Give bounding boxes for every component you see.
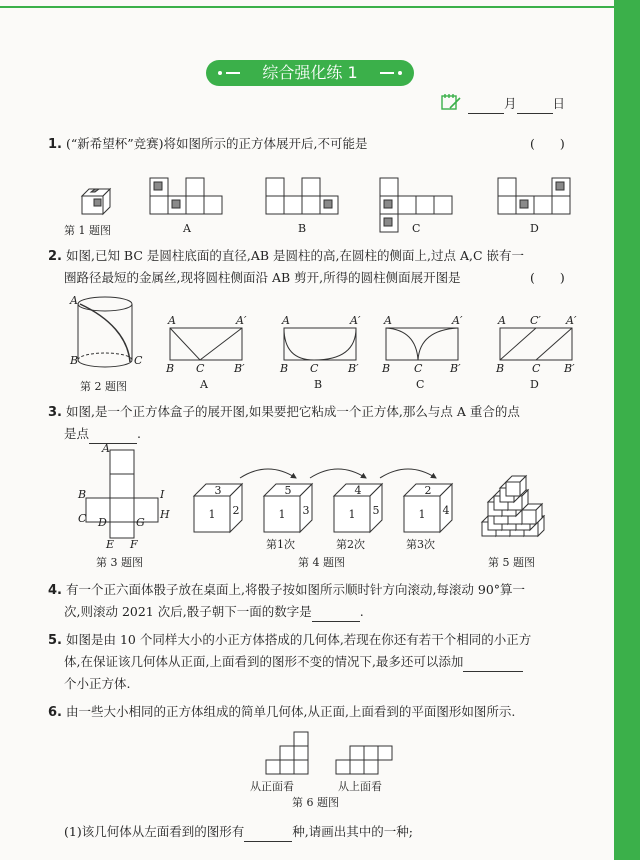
die-front-number: 1 xyxy=(208,508,216,521)
question-2-bracket: ( ) xyxy=(530,270,565,285)
die-side-number: 3 xyxy=(302,504,310,517)
q2-option-C: C xyxy=(416,378,425,391)
q2a-label-Ap: A′ xyxy=(236,314,247,327)
q1-option-A: A xyxy=(183,222,191,235)
die-side-number: 4 xyxy=(442,504,450,517)
q2-option-D: D xyxy=(530,378,539,391)
question-5-line1: 如图是由 10 个同样大小的小正方体搭成的几何体,若现在你还有若干个相同的小正方 xyxy=(65,632,532,647)
q2-label-B-cyl: B xyxy=(70,354,79,367)
die-side-number: 5 xyxy=(372,504,380,517)
q2b-label-Ap: A′ xyxy=(350,314,361,327)
q2-caption: 第 2 题图 xyxy=(80,380,127,393)
q2d-label-B: B xyxy=(496,362,505,375)
q2-option-A: A xyxy=(200,378,208,391)
q3-label-C: C xyxy=(78,512,87,525)
question-1: 1. (“新希望杯”竞赛)将如图所示的正方体展开后,不可能是 xyxy=(48,136,368,152)
q3-label-E: E xyxy=(106,538,115,551)
q1-option-D: D xyxy=(530,222,539,235)
question-2-line2: 圈路径最短的金属丝,现将圆柱侧面沿 AB 剪开,所得的圆柱侧面展开图是 xyxy=(64,270,461,285)
q3-label-G: G xyxy=(136,516,145,529)
q2d-label-A: A xyxy=(498,314,506,327)
q2a-label-C: C xyxy=(196,362,205,375)
question-6-text: 由一些大小相同的正方体组成的简单几何体,从正面,上面看到的平面图形如图所示. xyxy=(65,704,516,719)
die-front-number: 1 xyxy=(348,508,356,521)
question-1-bracket: ( ) xyxy=(530,136,565,151)
date-line: 月 日 xyxy=(468,94,565,114)
q2d-label-Ap: A′ xyxy=(566,314,577,327)
question-4-line2: 次,则滚动 2021 次后,骰子朝下一面的数字是 . xyxy=(64,602,364,622)
q2b-label-C: C xyxy=(310,362,319,375)
q2d-label-C: C xyxy=(532,362,541,375)
q2a-label-A: A xyxy=(168,314,176,327)
question-2-line1: 如图,已知 BC 是圆柱底面的直径,AB 是圆柱的高,在圆柱的侧面上,过点 A,C 嵌有一 xyxy=(65,248,524,263)
q2-option-B: B xyxy=(314,378,323,391)
q6-front-label: 从正面看 xyxy=(250,780,294,793)
q6-front-view xyxy=(266,732,308,774)
die-top-number: 4 xyxy=(354,484,362,497)
die-roll-label: 第1次 xyxy=(266,538,295,551)
q2d-label-Bp: B′ xyxy=(564,362,575,375)
q3-label-B: B xyxy=(78,488,87,501)
question-4-line1: 有一个正六面体骰子放在桌面上,将骰子按如图所示顺时针方向滚动,每滚动 90°算一 xyxy=(65,582,526,597)
q3-label-H: H xyxy=(160,508,170,521)
question-2: 2. 如图,已知 BC 是圆柱底面的直径,AB 是圆柱的高,在圆柱的侧面上,过点 A,C 嵌有一 xyxy=(48,248,524,264)
die-top-number: 5 xyxy=(284,484,292,497)
die-roll-label: 第3次 xyxy=(406,538,435,551)
q1-option-B: B xyxy=(298,222,307,235)
question-5-line3: 个小正方体. xyxy=(64,676,131,691)
q2a-label-Bp: B′ xyxy=(234,362,245,375)
q3-label-I: I xyxy=(160,488,165,501)
q3-caption: 第 3 题图 xyxy=(96,556,143,569)
question-4: 4. 有一个正六面体骰子放在桌面上,将骰子按如图所示顺时针方向滚动,每滚动 90°算一 xyxy=(48,582,526,598)
q4-caption: 第 4 题图 xyxy=(298,556,345,569)
q5-caption: 第 5 题图 xyxy=(488,556,535,569)
q2b-label-A: A xyxy=(282,314,290,327)
q2c-label-Bp: B′ xyxy=(450,362,461,375)
side-green-bar xyxy=(614,0,640,860)
die-roll-label: 第2次 xyxy=(336,538,365,551)
q3-label-F: F xyxy=(130,538,138,551)
q1-caption: 第 1 题图 xyxy=(64,224,111,237)
q3-label-D: D xyxy=(98,516,107,529)
question-3-line2: 是点 . xyxy=(64,424,141,444)
section-title-text: 综合强化练 1 xyxy=(262,63,358,82)
die-front-number: 1 xyxy=(418,508,426,521)
q6-top-label: 从上面看 xyxy=(338,780,382,793)
q6-caption: 第 6 题图 xyxy=(292,796,339,809)
question-6: 6. 由一些大小相同的正方体组成的简单几何体,从正面,上面看到的平面图形如图所示. xyxy=(48,704,516,720)
q2d-label-Cp: C′ xyxy=(530,314,541,327)
die-top-number: 3 xyxy=(214,484,222,497)
q2a-label-B: B xyxy=(166,362,175,375)
question-3-line1: 如图,是一个正方体盒子的展开图,如果要把它粘成一个正方体,那么与点 A 重合的点 xyxy=(65,404,520,419)
q1-option-C: C xyxy=(412,222,421,235)
q2-label-C-cyl: C xyxy=(134,354,143,367)
question-5: 5. 如图是由 10 个同样大小的小正方体搭成的几何体,若现在你还有若干个相同的小正方 xyxy=(48,632,532,648)
die-front-number: 1 xyxy=(278,508,286,521)
question-5-line2: 体,在保证该几何体从正面,上面看到的图形不变的情况下,最多还可以添加 xyxy=(64,652,523,672)
q2c-label-B: B xyxy=(382,362,391,375)
q2b-label-B: B xyxy=(280,362,289,375)
q2c-label-Ap: A′ xyxy=(452,314,463,327)
q2c-label-C: C xyxy=(414,362,423,375)
question-3: 3. 如图,是一个正方体盒子的展开图,如果要把它粘成一个正方体,那么与点 A 重合的点 xyxy=(48,404,520,420)
die-top-number: 2 xyxy=(424,484,432,497)
question-6-sub1: (1)该几何体从左面看到的图形有 种,请画出其中的一种; xyxy=(64,822,413,842)
question-1-text: (“新希望杯”竞赛)将如图所示的正方体展开后,不可能是 xyxy=(65,136,368,151)
die-side-number: 2 xyxy=(232,504,240,517)
q2c-label-A: A xyxy=(384,314,392,327)
q2-label-A-cyl: A xyxy=(70,294,78,307)
q2b-label-Bp: B′ xyxy=(348,362,359,375)
q6-top-view xyxy=(336,746,392,774)
q3-label-A: A xyxy=(102,442,110,455)
